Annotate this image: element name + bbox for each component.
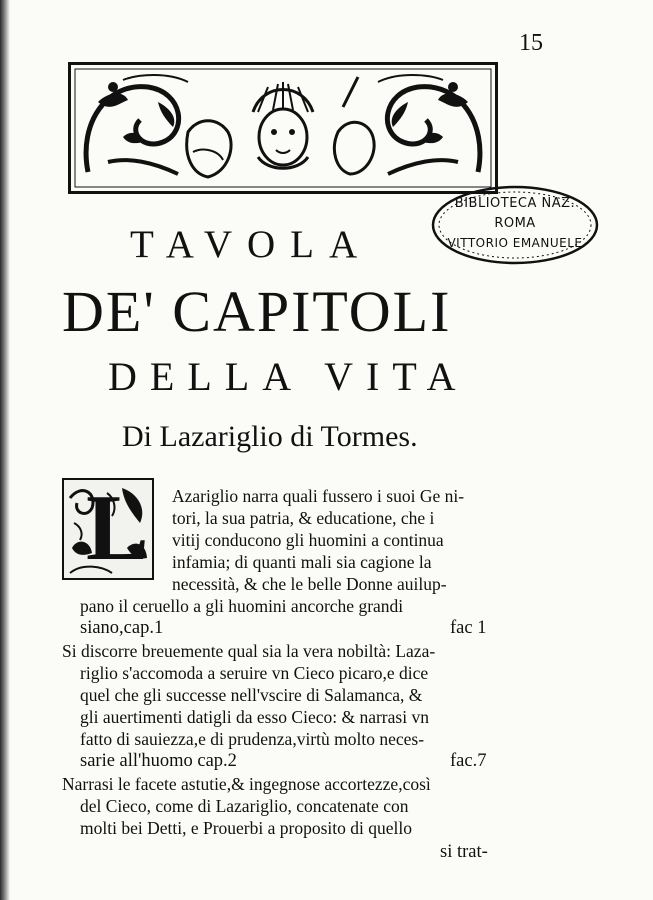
entry-2-line-5: fatto di sauiezza,e di prudenza,virtù molto neces-: [80, 729, 425, 749]
library-stamp: [430, 184, 600, 266]
page-edge-shadow: [0, 0, 10, 900]
title-tavola: TAVOLA: [130, 223, 373, 266]
decorated-initial: [62, 478, 154, 580]
stamp-line-3: VITTORIO EMANUELE: [447, 236, 583, 250]
catchword: si trat-: [440, 842, 488, 862]
stamp-line-1: BIBLIOTECA NAZ.: [454, 196, 576, 211]
page-number: 15: [519, 30, 543, 56]
entry-1-line-5: necessità, & che le belle Donne auilup-: [172, 574, 447, 594]
entry-3-line-1: Narrasi le facete astutie,& ingegnose accortezze,così: [62, 774, 431, 794]
entry-2-line-2: riglio s'accomoda a seruire vn Cieco picaro,e dice: [80, 663, 429, 683]
entry-1-line-2: tori, la sua patria, & educatione, che i: [172, 508, 435, 528]
entry-1-line-4: infamia; di quanti mali sia cagione la: [172, 552, 432, 572]
entry-2-page-ref: fac.7: [450, 751, 487, 771]
initial-letter: L: [86, 476, 149, 580]
entry-1-line-3: vitij conducono gli huomini a continua: [172, 530, 444, 550]
entry-2-line-6: sarie all'huomo cap.2: [80, 751, 237, 771]
entry-2-line-4: gli auertimenti datigli da esso Cieco: & narrasi vn: [80, 707, 429, 727]
ornamental-headpiece: [68, 62, 498, 194]
entry-1-line-1: Azariglio narra quali fussero i suoi Ge ni-: [172, 486, 465, 506]
title-de-capitoli: DE' CAPITOLI: [62, 279, 452, 344]
title-della-vita: DELLA VITA: [108, 354, 469, 399]
entry-3-line-2: del Cieco, come di Lazariglio, concatenate con: [80, 796, 409, 816]
entry-1-line-7: siano,cap.1: [80, 618, 164, 638]
title-lazariglio: Di Lazariglio di Tormes.: [122, 420, 418, 453]
entry-2-line-3: quel che gli successe nell'vscire di Salamanca, &: [80, 685, 423, 705]
entry-1-line-6: pano il ceruello a gli huomini ancorche grandi: [80, 596, 404, 616]
entry-3-line-3: molti bei Detti, e Prouerbi a proposito di quello: [80, 818, 412, 838]
entry-2-line-1: Si discorre breuemente qual sia la vera nobiltà: Laza-: [62, 641, 436, 661]
stamp-line-2: ROMA: [494, 216, 536, 231]
entry-1-page-ref: fac 1: [450, 618, 487, 638]
